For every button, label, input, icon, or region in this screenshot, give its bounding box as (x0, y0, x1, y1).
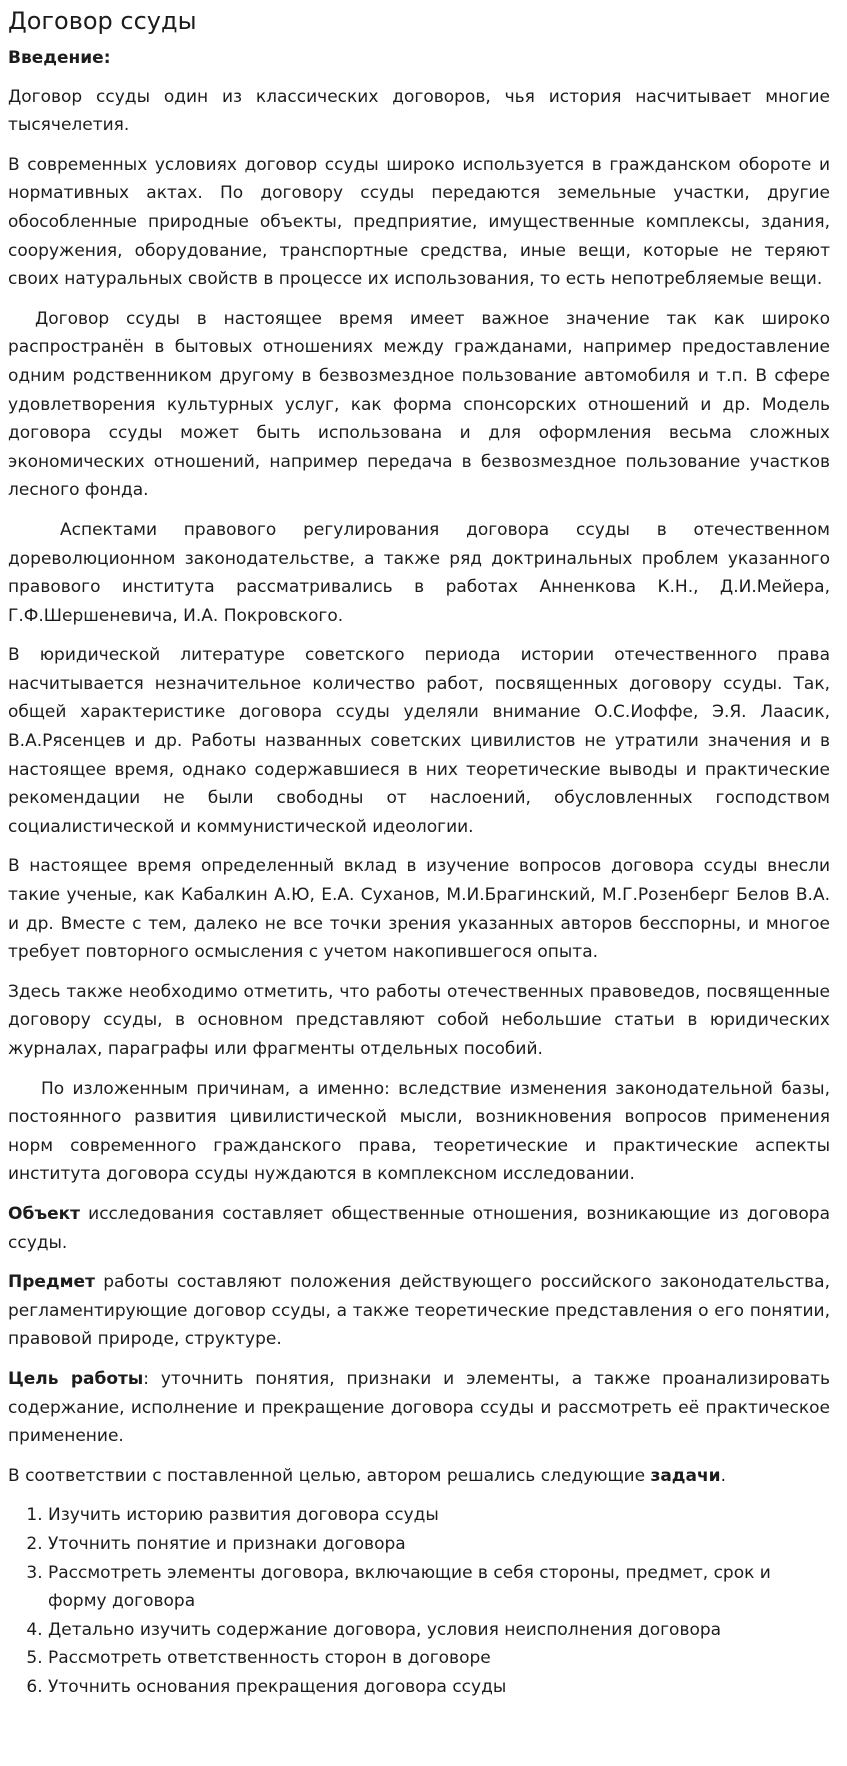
goal-text: : уточнить понятия, признаки и элементы, а также проанализировать содержание, исполнение и прекращение договора ссуды и рассмотреть её практическое применение. (8, 1368, 830, 1447)
object-paragraph (8, 1200, 830, 1257)
subject-label: Предмет (8, 1272, 95, 1293)
paragraph-6: В настоящее время определенный вклад в изучение вопросов договора ссуды внесли такие ученые, как Кабалкин А.Ю, Е.А. Суханов, М.И.Брагинский, М.Г.Розенберг Белов В.А. и др. Вместе с тем, далеко не все точки зрения указанных авторов бесспорны, и многое требует повторного осмысления с учетом накопившегося опыта. (8, 856, 830, 963)
paragraph-4: Аспектами правового регулирования договора ссуды в отечественном дореволюционном законодательстве, а также ряд доктринальных проблем указанного правового института рассматривались в работах Анненкова К.Н., Д.И.Мейера, Г.Ф.Шершеневича, И.А. Покровского. (8, 519, 830, 626)
subject-paragraph (8, 1268, 830, 1354)
goal-label: Цель работы (8, 1368, 144, 1389)
tasks-intro-end: . (720, 1465, 726, 1486)
tasks-list (8, 1501, 830, 1701)
paragraph-8: По изложенным причинам, а именно: вследствие изменения законодательной базы, постоянного развития цивилистической мысли, возникновения вопросов применения норм современного гражданского права, теоретические и практические аспекты института договора ссуды нуждаются в комплексном исследовании. (8, 1078, 830, 1185)
tasks-intro-bold: задачи (650, 1465, 721, 1486)
paragraph-2: В современных условиях договор ссуды широко используется в гражданском обороте и нормативных актах. По договору ссуды передаются земельные участки, другие обособленные природные объекты, предприятие, имущественные комплексы, здания, сооружения, оборудование, транспортные средства, иные вещи, которые не теряют своих натуральных свойств в процессе их использования, то есть непотребляемые вещи. (8, 154, 830, 290)
object-label: Объект (8, 1203, 81, 1224)
goal-paragraph (8, 1365, 830, 1451)
paragraph-7: Здесь также необходимо отметить, что работы отечественных правоведов, посвященные договору ссуды, в основном представляют собой небольшие статьи в юридических журналах, параграфы или фрагменты отдельных пособий. (8, 981, 830, 1059)
paragraph-3: Договор ссуды в настоящее время имеет важное значение так как широко распространён в бытовых отношениях между гражданами, например предоставление одним родственником другому в безвозмездное пользование автомобиля и т.п. В сфере удовлетворения культурных услуг, как форма спонсорских отношений и др. Модель договора ссуды может быть использована и для оформления весьма сложных экономических отношений, например передача в безвозмездное пользование участков лесного фонда. (8, 308, 830, 501)
list-item: 1. Изучить историю развития договора ссуды (48, 1501, 830, 1530)
tasks-intro-text: В соответствии с поставленной целью, автором решались следующие (8, 1465, 651, 1486)
tasks-intro (8, 1462, 830, 1491)
list-item: 6. Уточнить основания прекращения договора ссуды (48, 1673, 830, 1702)
paragraph-1: Договор ссуды один из классических договоров, чья история насчитывает многие тысячелетия. (8, 86, 830, 136)
list-item: 5. Рассмотреть ответственность сторон в договоре (48, 1644, 830, 1673)
paragraph-5: В юридической литературе советского периода истории отечественного права насчитывается незначительное количество работ, посвященных договору ссуды. Так, общей характеристике договора ссуды уделяли внимание О.С.Иоффе, Э.Я. Лаасик, В.А.Рясенцев и др. Работы названных советских цивилистов не утратили значения и в настоящее время, однако содержавшиеся в них теоретические выводы и практические рекомендации не были свободны от наслоений, обусловленных господством социалистической и коммунистической идеологии. (8, 645, 830, 837)
list-item: 3. Рассмотреть элементы договора, включающие в себя стороны, предмет, срок и форму договора (48, 1559, 830, 1616)
page-title: Договор ссуды (8, 7, 197, 35)
list-item: 2. Уточнить понятие и признаки договора (48, 1530, 830, 1559)
subject-text: работы составляют положения действующего российского законодательства, регламентирующие договор ссуды, а также теоретические представления о его понятии, правовой природе, структуре. (8, 1272, 830, 1350)
intro-heading: Введение: (8, 48, 111, 68)
object-text: исследования составляет общественные отношения, возникающие из договора ссуды. (8, 1203, 830, 1253)
list-item: 4. Детально изучить содержание договора, условия неисполнения договора (48, 1616, 830, 1645)
